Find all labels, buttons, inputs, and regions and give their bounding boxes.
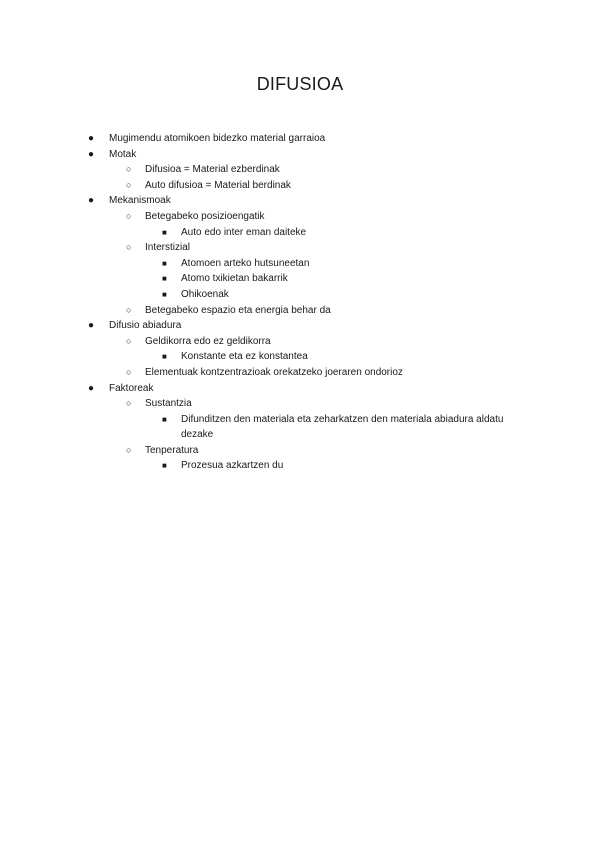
hollow-circle-bullet-icon: ○ — [126, 444, 132, 455]
list-item-text: Tenperatura — [145, 444, 199, 456]
list-item-text: Betegabeko posizioengatik — [145, 210, 265, 222]
hollow-circle-bullet-icon: ○ — [126, 210, 132, 221]
square-bullet-icon: ■ — [162, 289, 167, 299]
list-item-text: Difusioa = Material ezberdinak — [145, 164, 280, 176]
list-item-level2 — [0, 178, 600, 194]
hollow-circle-bullet-icon: ○ — [126, 242, 132, 253]
square-bullet-icon: ■ — [162, 352, 167, 362]
square-bullet-icon: ■ — [162, 414, 167, 424]
square-bullet-icon: ■ — [162, 461, 167, 471]
list-item-level1 — [0, 147, 600, 194]
list-item-level1 — [0, 193, 600, 318]
square-bullet-icon: ■ — [162, 258, 167, 268]
list-item-text: Auto difusioa = Material berdinak — [145, 179, 291, 191]
list-item-level1 — [0, 318, 600, 380]
list-item-text: Motak — [109, 148, 137, 160]
list-item-level3 — [0, 287, 600, 303]
filled-circle-bullet-icon: ● — [88, 320, 95, 332]
list-item-text: Interstizial — [145, 242, 191, 254]
list-item-text: Ohikoenak — [181, 288, 229, 300]
list-item-level3 — [0, 412, 600, 443]
list-item-text: Mugimendu atomikoen bidezko material garraioa — [109, 133, 326, 144]
list-item-text: Konstante eta ez konstantea — [181, 351, 308, 363]
list-item-level2 — [0, 303, 600, 319]
list-item-level2 — [0, 209, 600, 240]
list-item-level2 — [0, 443, 600, 474]
list-item-level3 — [0, 256, 600, 272]
square-bullet-icon: ■ — [162, 274, 167, 284]
list-item-text: Atomoen arteko hutsuneetan — [181, 257, 310, 269]
hollow-circle-bullet-icon: ○ — [126, 366, 132, 377]
filled-circle-bullet-icon: ● — [88, 133, 95, 144]
list-item-text: Mekanismoak — [109, 195, 171, 207]
hollow-circle-bullet-icon: ○ — [126, 335, 132, 346]
filled-circle-bullet-icon: ● — [88, 195, 95, 207]
list-item-text: Elementuak kontzentrazioak orekatzeko joeraren ondorioz — [145, 366, 403, 378]
list-item-level2 — [0, 240, 600, 302]
list-item-level2 — [0, 396, 600, 443]
list-item-level3 — [0, 458, 600, 474]
list-item-text: Geldikorra edo ez geldikorra — [145, 335, 271, 347]
list-item-level2 — [0, 334, 600, 365]
document-title: DIFUSIOA — [256, 74, 344, 94]
list-item-text: Difunditzen den materiala eta zeharkatzen den materiala abiadura aldatu dezake — [181, 413, 504, 441]
list-item-level1 — [0, 131, 600, 147]
bullet-outline — [0, 131, 600, 474]
square-bullet-icon: ■ — [162, 227, 167, 237]
list-item-text: Sustantzia — [145, 398, 192, 410]
list-item-level1 — [0, 381, 600, 475]
list-item-level2 — [0, 162, 600, 178]
list-item-text: Difusio abiadura — [109, 320, 182, 332]
list-item-level2 — [0, 365, 600, 381]
list-item-text: Betegabeko espazio eta energia behar da — [145, 304, 331, 316]
hollow-circle-bullet-icon: ○ — [126, 179, 132, 190]
list-item-level3 — [0, 225, 600, 241]
filled-circle-bullet-icon: ● — [88, 148, 95, 160]
list-item-text: Prozesua azkartzen du — [181, 460, 284, 472]
list-item-text: Faktoreak — [109, 382, 154, 394]
hollow-circle-bullet-icon: ○ — [126, 164, 132, 175]
list-item-level3 — [0, 271, 600, 287]
hollow-circle-bullet-icon: ○ — [126, 304, 132, 315]
list-item-text: Atomo txikietan bakarrik — [181, 273, 288, 285]
filled-circle-bullet-icon: ● — [88, 382, 95, 394]
list-item-text: Auto edo inter eman daiteke — [181, 226, 307, 238]
hollow-circle-bullet-icon: ○ — [126, 398, 132, 409]
list-item-level3 — [0, 349, 600, 365]
